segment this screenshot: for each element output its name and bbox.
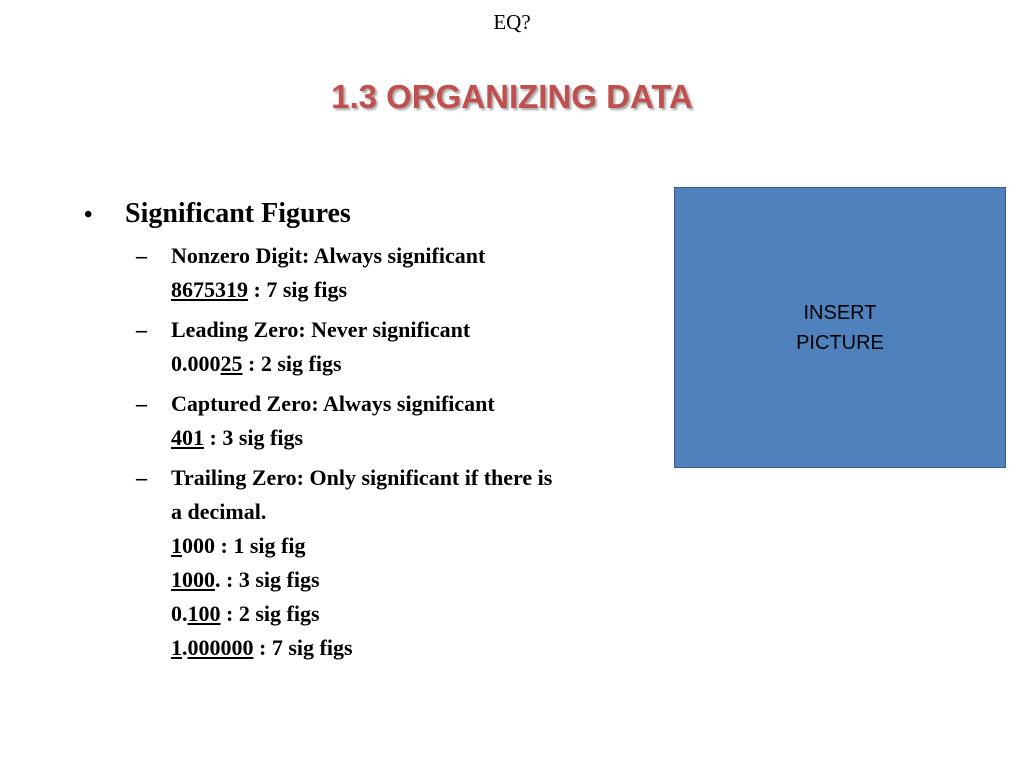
example-count: : 7 sig figs [253,635,353,660]
sub-bullet-heading: Nonzero Digit: Always significant [171,243,486,268]
sub-bullet-example [171,347,470,381]
example-count: 000 : 1 sig fig [182,533,306,558]
slide-title: 1.3 ORGANIZING DATA [331,78,693,115]
example-count: : 7 sig figs [248,277,347,302]
sub-bullet-example [171,631,552,665]
example-prefix: 0.000 [171,351,221,376]
dash-icon: – [136,243,147,268]
content-area [84,196,674,671]
example-significant-digits: 1000 [171,567,215,592]
sub-bullet-nonzero [136,239,674,307]
sub-bullet-example [171,421,495,455]
sub-bullet-list [136,239,674,665]
example-prefix: 0. [171,601,188,626]
bullet-icon: • [84,202,93,228]
sub-bullet-captured-zero [136,387,674,455]
example-count: : 2 sig figs [242,351,342,376]
example-count: . : 3 sig figs [215,567,320,592]
example-significant-digits: 401 [171,425,204,450]
dash-icon: – [136,317,147,342]
sub-bullet-trailing-zero [136,461,674,665]
picture-placeholder-text [796,298,884,358]
dash-icon: – [136,391,147,416]
example-significant-digits: 8675319 [171,277,248,302]
example-significant-digits: 25 [220,351,243,376]
main-bullet-label: Significant Figures [125,198,351,229]
sub-bullet-heading-cont: a decimal. [171,499,267,524]
sub-bullet-example [171,273,485,307]
dash-icon: – [136,465,147,490]
sub-bullet-example [171,529,552,563]
sub-bullet-example [171,563,552,597]
insert-picture-placeholder[interactable] [674,187,1006,468]
example-significant-digits: 1 [171,635,182,660]
example-decimal-point: . [182,635,188,660]
example-count: : 3 sig figs [204,425,303,450]
picture-placeholder-line2: PICTURE [796,331,884,354]
example-significant-digits: 000000 [187,635,254,660]
main-bullet [84,196,674,233]
example-significant-digits: 1 [171,533,182,558]
sub-bullet-heading: Trailing Zero: Only significant if there is [171,465,553,490]
picture-placeholder-line1: INSERT [803,301,877,324]
sub-bullet-heading: Captured Zero: Always significant [171,391,495,416]
sub-bullet-heading: Leading Zero: Never significant [171,317,471,342]
eq-label: EQ? [493,10,531,34]
sub-bullet-leading-zero [136,313,674,381]
sub-bullet-example [171,597,552,631]
example-count: : 2 sig figs [220,601,320,626]
example-significant-digits: 100 [187,601,221,626]
